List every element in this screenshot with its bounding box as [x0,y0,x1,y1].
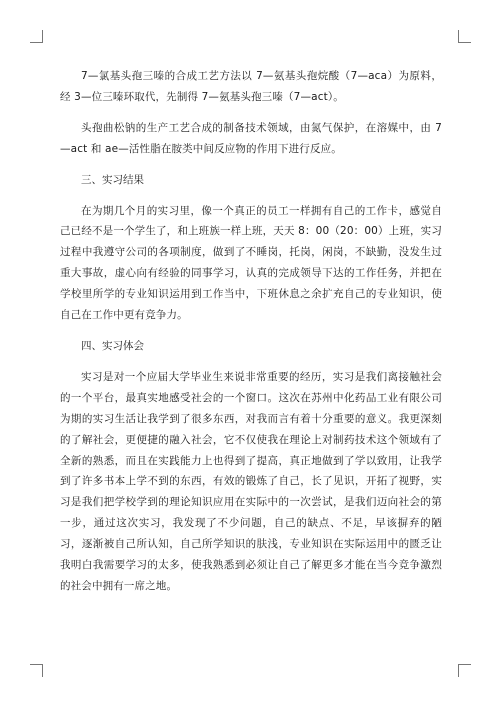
paragraph-experience: 实习是对一个应届大学毕业生来说非常重要的经历，实习是我们离接触社会的一个平台，最真实地感受社会的一个窗口。这次在苏州中化药品工业有限公司为期的实习生活让我学到了很多东西，对我而言有着十分重要的意义。我更深刻的了解社会，更便捷的融入社会，它不仅使我在理论上对制药技术这个领域有了全新的熟悉，而且在实践能力上也得到了提高，真正地做到了学以致用，让我学到了许多书本上学不到的东西，有效的锻炼了自己，长了见识，开拓了视野，实习是我们把学校学到的理论知识应用在实际中的一次尝试，是我们迈向社会的第一步，通过这次实习，我发现了不少问题，自己的缺点、不足，早该摒弃的陋习，逐渐被自己所认知，自己所学知识的肤浅，专业知识在实际运用中的匮乏让我明白我需要学习的太多，使我熟悉到必须让自己了解更多才能在当今竞争激烈的社会中拥有一席之地。 [60,370,442,592]
corner-mark-top-left [30,30,43,43]
paragraph-spacer [60,357,442,367]
corner-mark-top-right [458,30,471,43]
corner-mark-bottom-left [30,664,43,677]
paragraph-synthesis-method: 7—氯基头孢三嗪的合成工艺方法以 7—氨基头孢烷酸（7—aca）为原料，经 3—位三嗪环取代，先制得 7—氨基头孢三嗪（7—act）。 [60,70,442,103]
paragraph-spacer [60,160,442,170]
paragraph-spacer [60,326,442,336]
paragraph-results: 在为期几个月的实习里，像一个真正的员工一样拥有自己的工作卡，感觉自己已经不是一个学生了，和上班族一样上班，天天 8：00（20：00）上班，实习过程中我遵守公司的各项制度，做到了不睡岗，托岗，闲岗，不缺勤，没发生过重大事故，虚心向有经验的同事学习，认真的完成领导下达的工作任务，并把在学校里所学的专业知识运用到工作当中，下班休息之余扩充自己的专业知识，使自己在工作中更有竞争力。 [60,204,442,322]
paragraph-ceftriaxone-process: 头孢曲松钠的生产工艺合成的制备技术领域，由氮气保护，在溶媒中，由 7—act 和 ae—活性脂在胺类中间反应物的作用下进行反应。 [60,121,442,155]
paragraph-spacer [60,191,442,201]
section-heading-experience: 四、实习体会 [81,339,144,352]
paragraph-spacer [60,108,442,118]
corner-mark-bottom-right [458,664,471,677]
section-heading-results: 三、实习结果 [81,173,144,186]
document-body [60,66,442,597]
